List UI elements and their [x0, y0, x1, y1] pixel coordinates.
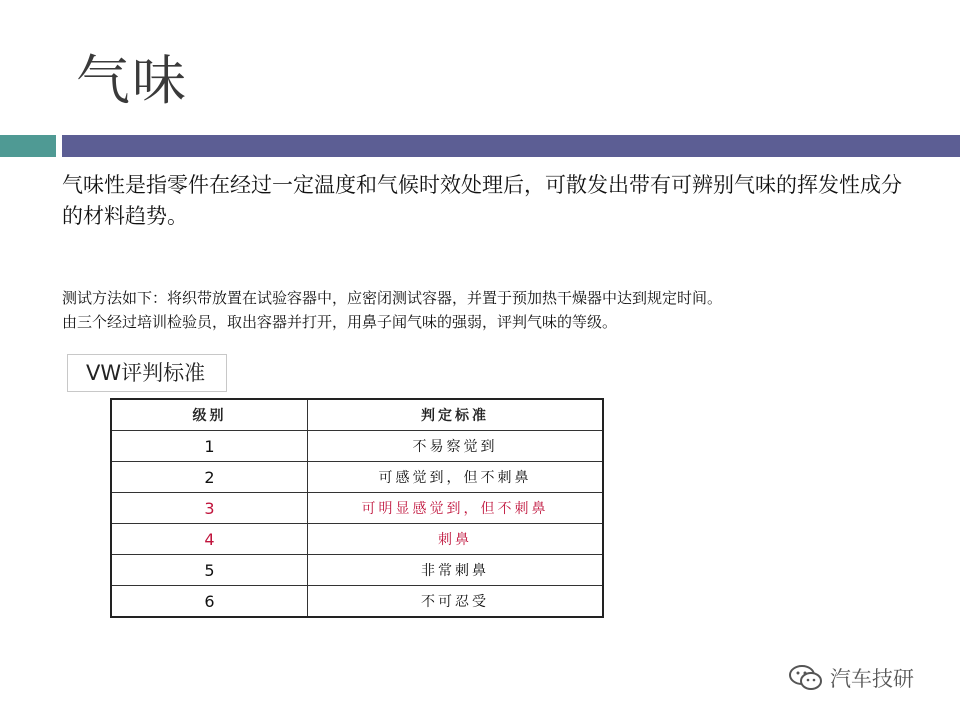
column-header-criterion: 判定标准 [308, 399, 604, 431]
watermark-text: 汽车技研 [830, 667, 914, 691]
table-row [111, 555, 603, 586]
table-row [111, 431, 603, 462]
grade-level: 6 [111, 586, 308, 618]
odor-grade-table [110, 398, 604, 618]
grade-level: 5 [111, 555, 308, 586]
column-header-level: 级别 [111, 399, 308, 431]
grade-level: 3 [111, 493, 308, 524]
wechat-icon [788, 664, 824, 692]
grade-criterion: 不易察觉到 [308, 431, 604, 462]
grade-level: 4 [111, 524, 308, 555]
grade-level: 1 [111, 431, 308, 462]
grade-criterion: 刺鼻 [308, 524, 604, 555]
grade-criterion: 可感觉到，但不刺鼻 [308, 462, 604, 493]
table-row-highlighted [111, 524, 603, 555]
table-row [111, 462, 603, 493]
table-header-row [111, 399, 603, 431]
test-method-line: 由三个经过培训检验员，取出容器并打开，用鼻子闻气味的强弱，评判气味的等级。 [62, 313, 618, 331]
grade-criterion: 非常刺鼻 [308, 555, 604, 586]
table-row-highlighted [111, 493, 603, 524]
page-title: 气味 [76, 49, 188, 112]
watermark [788, 663, 914, 693]
intro-text: 气味性是指零件在经过一定温度和气候时效处理后，可散发出带有可辨别气味的挥发性成分的材料趋势。 [62, 173, 902, 228]
table-row [111, 586, 603, 618]
test-method-line: 测试方法如下：将织带放置在试验容器中，应密闭测试容器，并置于预加热干燥器中达到规定时间。 [62, 289, 723, 307]
accent-bar-right [62, 135, 960, 157]
grade-level: 2 [111, 462, 308, 493]
accent-bar-left [0, 135, 56, 157]
grade-criterion: 不可忍受 [308, 586, 604, 618]
standard-label: VW评判标准 [67, 354, 227, 392]
test-method [62, 286, 922, 334]
grade-criterion: 可明显感觉到，但不刺鼻 [308, 493, 604, 524]
